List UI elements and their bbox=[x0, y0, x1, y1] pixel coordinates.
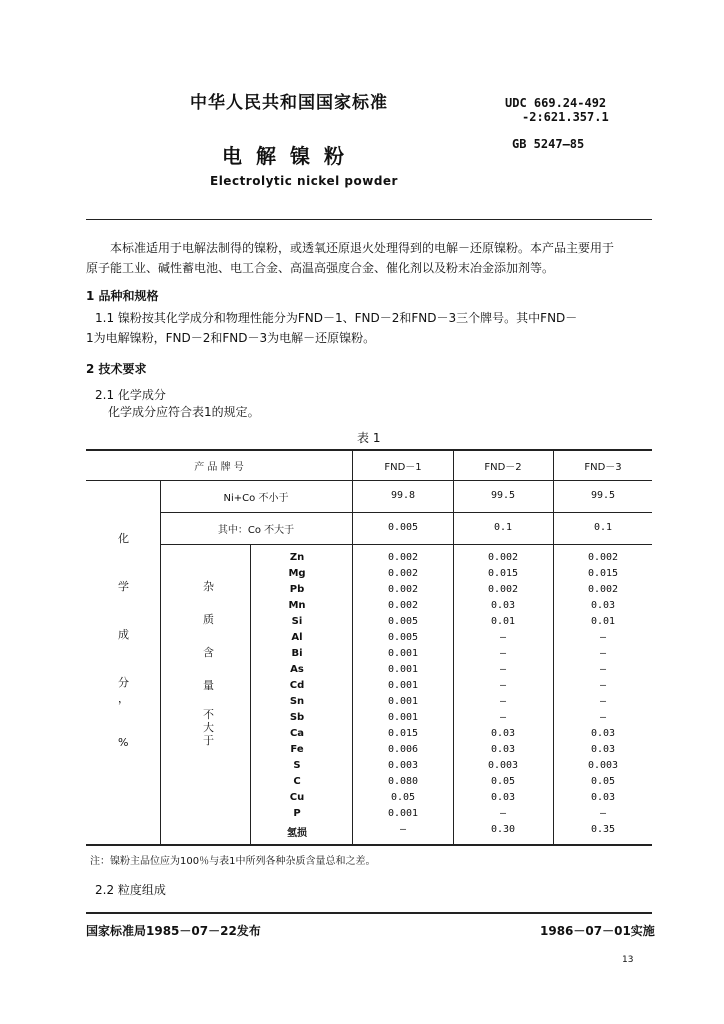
value-grade-3: — bbox=[599, 696, 607, 707]
value-grade-1: 0.001 bbox=[387, 680, 419, 691]
gb-number: GB 5247—85 bbox=[512, 137, 585, 151]
impurity-label-char: 量 bbox=[203, 679, 214, 692]
page-number: 13 bbox=[622, 955, 634, 965]
element-symbol: Ca bbox=[289, 728, 305, 739]
section-2-1-title: 2.1 化学成分 bbox=[95, 388, 166, 402]
element-symbol: Cu bbox=[289, 792, 305, 803]
value-grade-2: 0.03 bbox=[490, 744, 516, 755]
table-caption: 表 1 bbox=[357, 431, 381, 445]
table-bottom-rule bbox=[86, 844, 652, 846]
row-nico-grade-1: 99.8 bbox=[390, 490, 416, 501]
value-grade-1: 0.001 bbox=[387, 696, 419, 707]
value-grade-3: — bbox=[599, 680, 607, 691]
value-grade-3: 0.35 bbox=[590, 824, 616, 835]
value-grade-3: 0.002 bbox=[587, 552, 619, 563]
header-grade-2: FND－2 bbox=[484, 462, 522, 473]
value-grade-3: 0.03 bbox=[590, 744, 616, 755]
value-grade-1: 0.001 bbox=[387, 808, 419, 819]
value-grade-3: 0.03 bbox=[590, 728, 616, 739]
value-grade-1: — bbox=[399, 824, 407, 835]
effective-date: 1986－07－01实施 bbox=[540, 924, 655, 938]
element-symbol: Sn bbox=[289, 696, 305, 707]
element-symbol: Pb bbox=[289, 584, 305, 595]
value-grade-1: 0.015 bbox=[387, 728, 419, 739]
section-2-1-text: 化学成分应符合表1的规定。 bbox=[108, 405, 260, 419]
value-grade-2: — bbox=[499, 632, 507, 643]
element-symbol: 氢损 bbox=[287, 828, 307, 839]
value-grade-2: — bbox=[499, 808, 507, 819]
value-grade-2: 0.03 bbox=[490, 728, 516, 739]
value-grade-3: 0.03 bbox=[590, 792, 616, 803]
impurity-label-char: 杂 bbox=[203, 580, 214, 593]
value-grade-3: 0.015 bbox=[587, 568, 619, 579]
row-co-grade-2: 0.1 bbox=[493, 522, 513, 533]
value-grade-1: 0.005 bbox=[387, 632, 419, 643]
standard-org-title: 中华人民共和国国家标准 bbox=[190, 93, 388, 113]
value-grade-2: — bbox=[499, 648, 507, 659]
header-grade-3: FND－3 bbox=[584, 462, 622, 473]
row-co-label: 其中：Co 不大于 bbox=[217, 525, 295, 536]
value-grade-1: 0.05 bbox=[390, 792, 416, 803]
side-label-char: 成 bbox=[118, 628, 129, 641]
section-2-title: 2 技术要求 bbox=[86, 362, 147, 376]
value-grade-1: 0.002 bbox=[387, 584, 419, 595]
value-grade-2: 0.03 bbox=[490, 792, 516, 803]
section-1-1-line-1: 1.1 镍粉按其化学成分和物理性能分为FND－1、FND－2和FND－3三个牌号。其中FND－ bbox=[95, 311, 578, 325]
element-symbol: As bbox=[290, 664, 304, 675]
element-symbol: Al bbox=[291, 632, 303, 643]
element-symbol: Bi bbox=[291, 648, 303, 659]
side-label-char: 化 bbox=[118, 532, 129, 545]
value-grade-2: 0.002 bbox=[487, 552, 519, 563]
value-grade-3: — bbox=[599, 808, 607, 819]
value-grade-3: — bbox=[599, 648, 607, 659]
value-grade-2: 0.015 bbox=[487, 568, 519, 579]
table-col-rule bbox=[250, 544, 251, 844]
row-nico-grade-3: 99.5 bbox=[590, 490, 616, 501]
value-grade-3: — bbox=[599, 712, 607, 723]
impurity-label-char: 质 bbox=[203, 613, 214, 626]
value-grade-1: 0.002 bbox=[387, 552, 419, 563]
impurity-label-char: 于 bbox=[203, 734, 214, 747]
footer-rule bbox=[86, 912, 652, 914]
side-label-char: % bbox=[118, 736, 129, 749]
table-row-rule bbox=[160, 512, 652, 513]
side-label-char: 分 bbox=[118, 676, 129, 689]
value-grade-1: 0.001 bbox=[387, 648, 419, 659]
header-grade-1: FND－1 bbox=[384, 462, 422, 473]
element-symbol: Mg bbox=[288, 568, 306, 579]
value-grade-1: 0.005 bbox=[387, 616, 419, 627]
value-grade-1: 0.002 bbox=[387, 568, 419, 579]
value-grade-1: 0.006 bbox=[387, 744, 419, 755]
value-grade-2: 0.05 bbox=[490, 776, 516, 787]
element-symbol: Cd bbox=[289, 680, 305, 691]
row-co-grade-3: 0.1 bbox=[593, 522, 613, 533]
table-note: 注：镍粉主品位应为100％与表1中所列各种杂质含量总和之差。 bbox=[90, 856, 376, 867]
value-grade-3: 0.05 bbox=[590, 776, 616, 787]
value-grade-2: 0.01 bbox=[490, 616, 516, 627]
intro-line-2: 原子能工业、碱性蓄电池、电工合金、高温高强度合金、催化剂以及粉末冶金添加剂等。 bbox=[86, 261, 555, 275]
element-symbol: C bbox=[293, 776, 301, 787]
value-grade-2: 0.03 bbox=[490, 600, 516, 611]
value-grade-3: 0.002 bbox=[587, 584, 619, 595]
element-symbol: S bbox=[293, 760, 301, 771]
side-label-char: 学 bbox=[118, 580, 129, 593]
impurity-label-char: 大 bbox=[203, 721, 214, 734]
value-grade-3: 0.03 bbox=[590, 600, 616, 611]
value-grade-3: 0.003 bbox=[587, 760, 619, 771]
value-grade-2: — bbox=[499, 712, 507, 723]
value-grade-2: — bbox=[499, 696, 507, 707]
side-label-char: ， bbox=[118, 692, 129, 705]
value-grade-2: — bbox=[499, 680, 507, 691]
document-subtitle: Electrolytic nickel powder bbox=[210, 174, 398, 188]
row-nico-label: Ni+Co 不小于 bbox=[223, 493, 289, 504]
element-symbol: P bbox=[293, 808, 301, 819]
element-symbol: Sb bbox=[289, 712, 305, 723]
element-symbol: Zn bbox=[289, 552, 305, 563]
udc-code-line1: UDC 669.24-492 bbox=[505, 96, 607, 110]
table-top-rule bbox=[86, 449, 652, 451]
value-grade-2: — bbox=[499, 664, 507, 675]
impurity-label-char: 含 bbox=[203, 646, 214, 659]
udc-code-line2: -2:621.357.1 bbox=[522, 110, 609, 124]
header-rule bbox=[86, 219, 652, 220]
value-grade-3: 0.01 bbox=[590, 616, 616, 627]
element-symbol: Si bbox=[291, 616, 303, 627]
value-grade-1: 0.001 bbox=[387, 712, 419, 723]
table-row-rule bbox=[160, 544, 652, 545]
value-grade-1: 0.003 bbox=[387, 760, 419, 771]
issue-date: 国家标准局1985－07－22发布 bbox=[86, 924, 261, 938]
value-grade-1: 0.001 bbox=[387, 664, 419, 675]
value-grade-1: 0.080 bbox=[387, 776, 419, 787]
impurity-label-char: 不 bbox=[203, 708, 214, 721]
row-co-grade-1: 0.005 bbox=[387, 522, 419, 533]
value-grade-3: — bbox=[599, 664, 607, 675]
document-title: 电解镍粉 bbox=[222, 144, 358, 168]
element-symbol: Mn bbox=[288, 600, 306, 611]
value-grade-1: 0.002 bbox=[387, 600, 419, 611]
header-product-grade: 产 品 牌 号 bbox=[194, 462, 244, 473]
row-nico-grade-2: 99.5 bbox=[490, 490, 516, 501]
element-symbol: Fe bbox=[290, 744, 304, 755]
section-1-title: 1 品种和规格 bbox=[86, 289, 159, 303]
value-grade-2: 0.002 bbox=[487, 584, 519, 595]
intro-line-1: 本标准适用于电解法制得的镍粉，或透氧还原退火处理得到的电解－还原镍粉。本产品主要用于 bbox=[110, 241, 615, 255]
value-grade-3: — bbox=[599, 632, 607, 643]
value-grade-2: 0.003 bbox=[487, 760, 519, 771]
value-grade-2: 0.30 bbox=[490, 824, 516, 835]
section-2-2-title: 2.2 粒度组成 bbox=[95, 883, 166, 897]
table-header-rule bbox=[86, 480, 652, 481]
section-1-1-line-2: 1为电解镍粉，FND－2和FND－3为电解－还原镍粉。 bbox=[86, 331, 376, 345]
